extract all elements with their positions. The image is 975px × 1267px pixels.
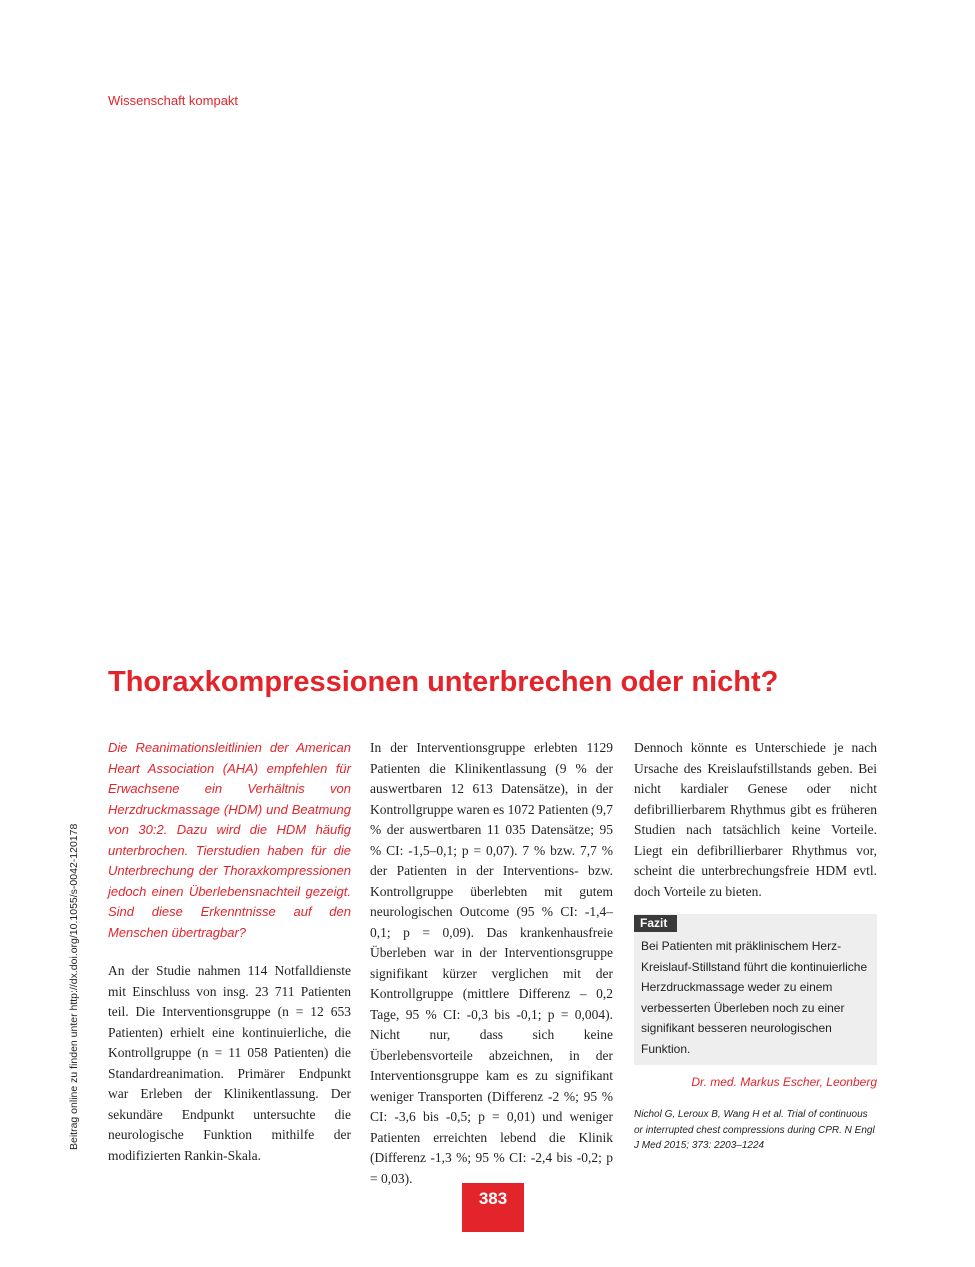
author-line: Dr. med. Markus Escher, Leonberg [691, 1075, 877, 1089]
column-left [108, 738, 351, 1166]
article-title: Thoraxkompressionen unterbrechen oder nicht? [108, 666, 779, 698]
article-lead: Die Reanimationsleitlinien der American Heart Association (AHA) empfehlen für Erwachsene ein Verhältnis von Herzdruckmassage (HDM) und Beatmung von 30:2. Dazu wird die HDM häufig unterbrochen. Tierstudien haben für die Unterbrechung der Thoraxkompressionen jedoch einen Überlebensnachteil gezeigt. Sind diese Erkenntnisse auf den Menschen übertragbar? [108, 740, 351, 940]
body-paragraph-3: Dennoch könnte es Unterschiede je nach Ursache des Kreislaufstillstands geben. Bei nicht kardialer Genese oder nicht defibrillierbarem Rhythmus gibt es früheren Studien nach tatsächlich keine Vorteile. Liegt ein defibrillierbarer Rhythmus vor, scheint die unterbrechungsfreie HDM evtl. doch Vorteile zu bieten. [634, 740, 877, 899]
page-number-badge: 383 [462, 1183, 524, 1232]
body-paragraph-2: In der Interventionsgruppe erlebten 1129 Patienten die Klinikentlassung (9 % der auswertbaren 12 613 Datensätze), in der Kontrollgruppe waren es 1072 Patienten (9,7 % der auswertbaren 11 035 Datensätze; 95 % CI: -1,5–0,1; p = 0,07). 7 % bzw. 7,7 % der Patienten in der Interventions- bzw. Kontrollgruppe überlebten mit gutem neurologischen Outcome (95 % CI: -1,4–0,1; p = 0,09). Das krankenhausfreie Überleben war in der Interventionsgruppe signifikant kürzer verglichen mit der Kontrollgruppe (mittlere Differenz – 0,2 Tage, 95 % CI: -0,3 bis -0,1; p = 0,004). Nicht nur, dass sich keine Überlebensvorteile abzeichnen, in der Interventionsgruppe kam es zu signifikant weniger Transporten (Differenz -2 %; 95 % CI: -3,6 bis -0,5; p = 0,01) und weniger Patienten erreichten lebend die Klinik (Differenz -1,3 %; 95 % CI: -2,4 bis -0,2; p = 0,03). [370, 740, 613, 1186]
fazit-box [634, 914, 877, 1065]
body-paragraph-1: An der Studie nahmen 114 Notfalldienste mit Einschluss von insg. 23 711 Patienten teil. Die Interventionsgruppe (n = 12 653 Patienten) erhielt eine kontinuierliche, die Kontrollgruppe (n = 11 058 Patienten) die Standardreanimation. Primärer Endpunkt war Erleben der Klinikentlassung. Der sekundäre Endpunkt untersuchte die neurologische Funktion mithilfe der modifizierten Rankin-Skala. [108, 963, 351, 1163]
fazit-text: Bei Patienten mit präklinischem Herz-Kreislauf-Stillstand führt die kontinuierliche Herzdruckmassage weder zu einem verbesserten Überleben noch zu einer signifikant besseren neurologischen Funktion. [641, 939, 868, 1056]
section-label: Wissenschaft kompakt [108, 93, 239, 108]
reference-citation: Nichol G, Leroux B, Wang H et al. Trial of continuous or interrupted chest compressions during CPR. N Engl J Med 2015; 373: 2203–1224 [634, 1109, 875, 1151]
doi-side-note: Beitrag online zu finden unter http://dx.doi.org/10.1055/s-0042-120178 [68, 823, 80, 1150]
column-right [634, 738, 877, 1154]
column-middle [370, 738, 613, 1189]
fazit-label: Fazit [634, 915, 677, 932]
